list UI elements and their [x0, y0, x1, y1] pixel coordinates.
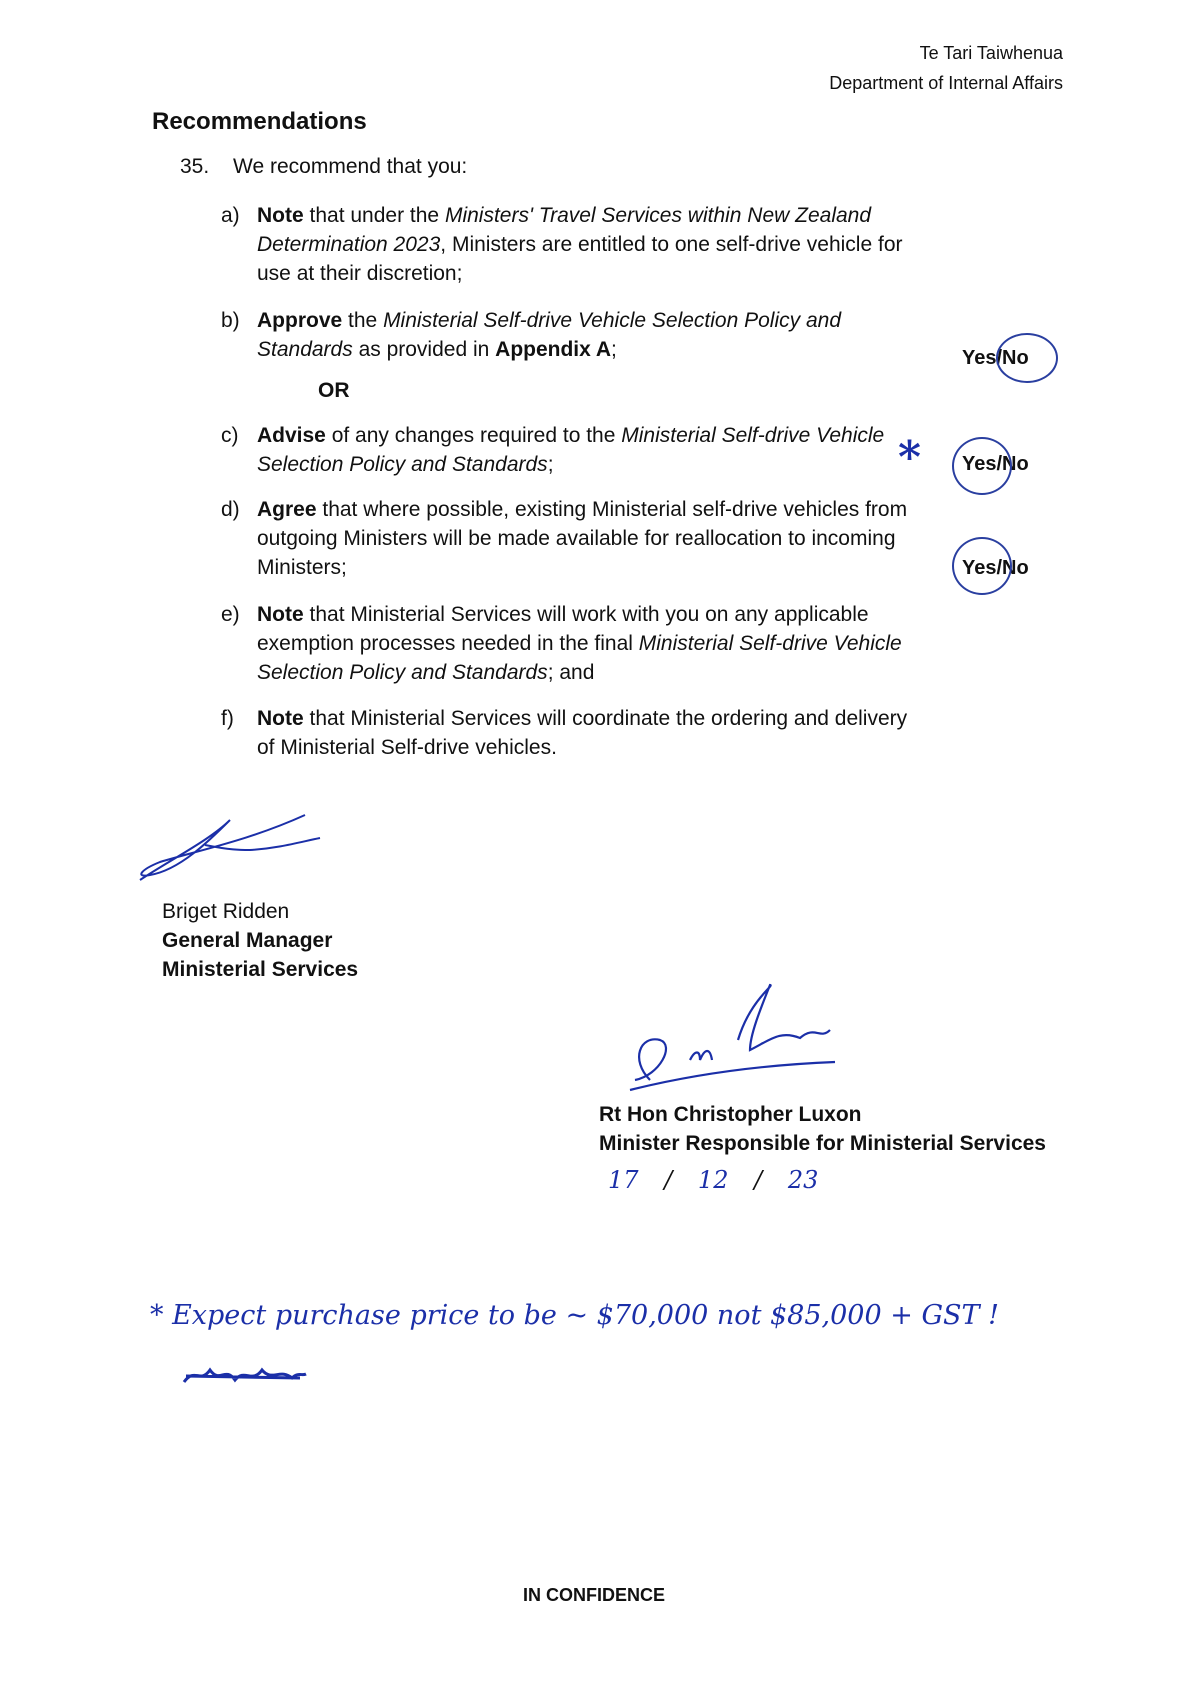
yes-option[interactable]: Yes	[962, 557, 997, 579]
item-text: Agree that where possible, existing Ministerial self-drive vehicles from outgoing Ministers will be made available for reallocation to incoming Ministers;	[257, 498, 908, 579]
item-letter: e)	[221, 603, 240, 626]
handwritten-note: * Expect purchase price to be ~ $70,000 not $85,000 + GST !	[150, 1300, 999, 1331]
no-option[interactable]: No	[1002, 453, 1029, 475]
circle-mark	[952, 437, 1012, 495]
yes-option[interactable]: Yes	[962, 453, 997, 475]
date-year: 23	[787, 1166, 819, 1194]
date-day: 17	[608, 1166, 639, 1194]
no-option[interactable]: No	[1002, 347, 1029, 369]
header-english-name: Department of Internal Affairs	[829, 73, 1063, 93]
section-heading: Recommendations	[152, 108, 367, 135]
signatory-name: Rt Hon Christopher Luxon	[599, 1103, 862, 1126]
date-separator: /	[754, 1166, 763, 1194]
date-separator: /	[664, 1166, 673, 1194]
signatory-title: Minister Responsible for Ministerial Services	[599, 1132, 1046, 1155]
item-text: Note that Ministerial Services will coordinate the ordering and delivery of Ministerial Self-drive vehicles.	[257, 707, 908, 759]
yes-no-b[interactable]	[962, 347, 1029, 370]
item-letter: f)	[221, 707, 234, 730]
header-maori-name: Te Tari Taiwhenua	[919, 43, 1063, 63]
recommendation-intro	[180, 152, 467, 181]
intro-text: We recommend that you:	[233, 155, 468, 178]
separator: /	[996, 557, 1003, 579]
item-letter: a)	[221, 204, 240, 227]
item-text: Note that Ministerial Services will work with you on any applicable exemption processes needed in the final Ministerial Self-drive Vehicle Selection Policy and Standards; and	[257, 603, 902, 684]
separator: /	[996, 347, 1003, 369]
footer-classification: IN CONFIDENCE	[522, 1585, 665, 1605]
item-text: Note that under the Ministers' Travel Services within New Zealand Determination 2023, Ministers are entitled to one self-drive vehicle for use at their discretion;	[257, 204, 903, 285]
scribbled-out-text	[180, 1362, 310, 1390]
paragraph-number: 35.	[180, 155, 210, 178]
item-letter: c)	[221, 424, 239, 447]
signatory-unit: Ministerial Services	[162, 958, 359, 981]
signatory-2	[599, 1100, 1046, 1158]
yes-no-c[interactable]	[962, 453, 1029, 476]
signature-date	[608, 1166, 818, 1194]
date-month: 12	[697, 1166, 729, 1194]
item-letter: d)	[221, 498, 240, 521]
department-header	[829, 38, 1063, 98]
signatory-1	[162, 897, 358, 984]
signature-luxon	[600, 980, 850, 1100]
separator: /	[996, 453, 1003, 475]
item-text: Advise of any changes required to the Ministerial Self-drive Vehicle Selection Policy and Standards;	[257, 424, 885, 476]
signatory-title: General Manager	[162, 929, 333, 952]
signatory-name: Briget Ridden	[162, 900, 290, 923]
item-letter: b)	[221, 309, 240, 332]
signature-ridden	[130, 800, 330, 890]
circle-mark	[996, 333, 1058, 383]
item-text: Approve the Ministerial Self-drive Vehicle Selection Policy and Standards as provided in Appendix A;	[257, 309, 841, 361]
yes-option[interactable]: Yes	[962, 347, 997, 369]
circle-mark	[952, 537, 1012, 595]
or-label: OR	[318, 379, 350, 402]
no-option[interactable]: No	[1002, 557, 1029, 579]
asterisk-mark: *	[898, 432, 922, 483]
yes-no-d[interactable]	[962, 557, 1029, 580]
